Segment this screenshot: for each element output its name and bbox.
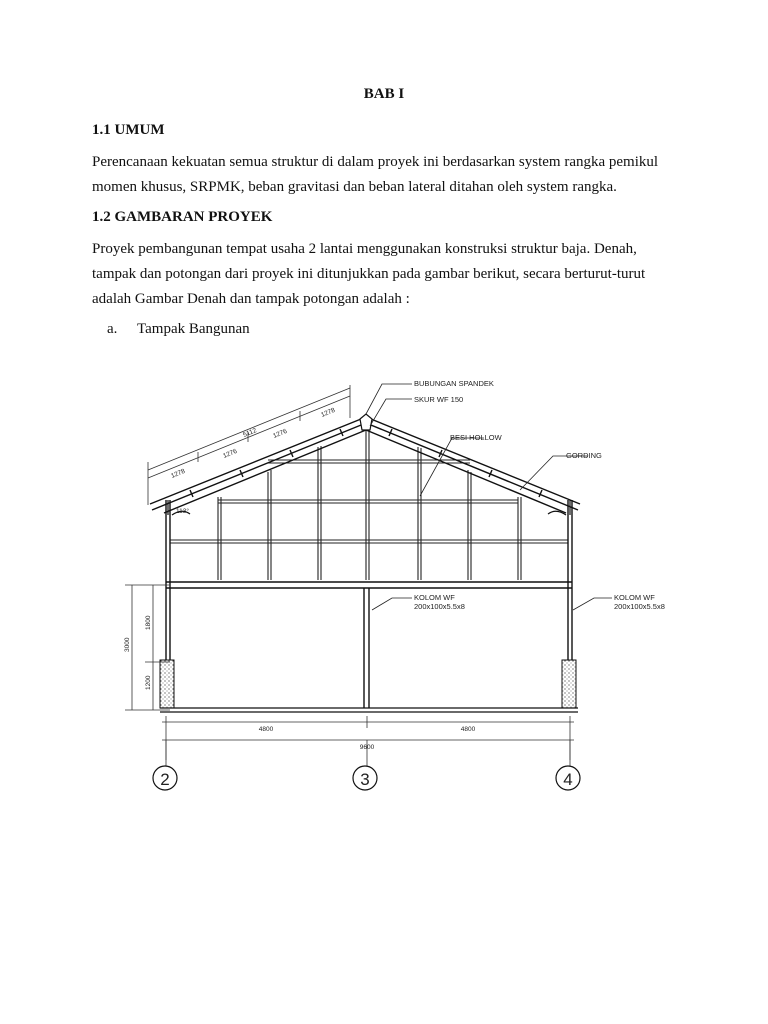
column-base-left: [160, 660, 174, 708]
list-item-label: a.: [107, 321, 118, 337]
vdim-upper: 1800: [145, 615, 152, 630]
vertical-dimension-labels: [124, 615, 152, 690]
roof-dim-2: 1276: [222, 447, 239, 460]
grid-bubbles: [153, 766, 580, 790]
roof-dimension-labels: [170, 407, 336, 515]
vdim-lower: 1200: [145, 675, 152, 690]
hdim-left: 4800: [258, 726, 274, 733]
section-paragraph-umum: Perencanaan kekuatan semua struktur di dalam proyek ini berdasarkan system rangka pemikul momen khusus, SRPMK, beban gravitasi dan beban lateral ditahan oleh system rangka.: [92, 154, 659, 195]
label-kolom-wf-right-size: 200x100x5.5x8: [614, 602, 665, 611]
label-besi-hollow: BESI HOLLOW: [450, 433, 502, 442]
roof-dim-total: 5112: [242, 427, 258, 439]
grid-label-3: 3: [360, 770, 370, 789]
grid-label-2: 2: [160, 770, 170, 789]
section-heading-gambaran-proyek: 1.2 GAMBARAN PROYEK: [92, 209, 273, 225]
label-kolom-wf-center: KOLOM WF: [414, 593, 455, 602]
vdim-total: 3000: [124, 637, 131, 652]
roof-rafters: [150, 417, 580, 513]
ridge-cap: [360, 414, 372, 430]
column-base-right: [562, 660, 576, 708]
section-heading-umum: 1.1 UMUM: [92, 122, 165, 138]
label-gording: GORDING: [566, 451, 602, 460]
hdim-right: 4800: [460, 726, 476, 733]
besi-hollow-grid: [168, 425, 570, 582]
label-skur-wf: SKUR WF 150: [414, 395, 464, 404]
roof-dim-1: 1278: [170, 467, 187, 480]
roof-dim-4: 1278: [320, 406, 337, 419]
hdim-total: 9600: [359, 744, 375, 751]
label-kolom-wf-center-size: 200x100x5.5x8: [414, 602, 465, 611]
roof-angle: 113°: [176, 508, 189, 515]
building-elevation-drawing: [0, 360, 768, 800]
main-beam: [166, 582, 572, 588]
roof-dimension-line: [148, 385, 350, 505]
list-item-text: Tampak Bangunan: [137, 321, 250, 337]
list-item-tampak-bangunan: [107, 321, 250, 338]
section-paragraph-gambaran-proyek: Proyek pembangunan tempat usaha 2 lantai menggunakan konstruksi struktur baja. Denah, tampak dan potongan dari proyek ini ditunjukkan pada gambar berikut, secara berturut-turut adalah Gambar Denah dan tampak potongan adalah :: [92, 241, 646, 307]
callout-leaders: [366, 384, 612, 610]
roof-dim-3: 1276: [272, 427, 289, 440]
label-bubungan-spandek: BUBUNGAN SPANDEK: [414, 379, 494, 388]
grid-label-4: 4: [563, 770, 573, 789]
label-kolom-wf-right: KOLOM WF: [614, 593, 655, 602]
chapter-title: BAB I: [363, 86, 405, 102]
horizontal-dimension-lines: [162, 716, 574, 760]
floor-slab: [160, 708, 578, 712]
